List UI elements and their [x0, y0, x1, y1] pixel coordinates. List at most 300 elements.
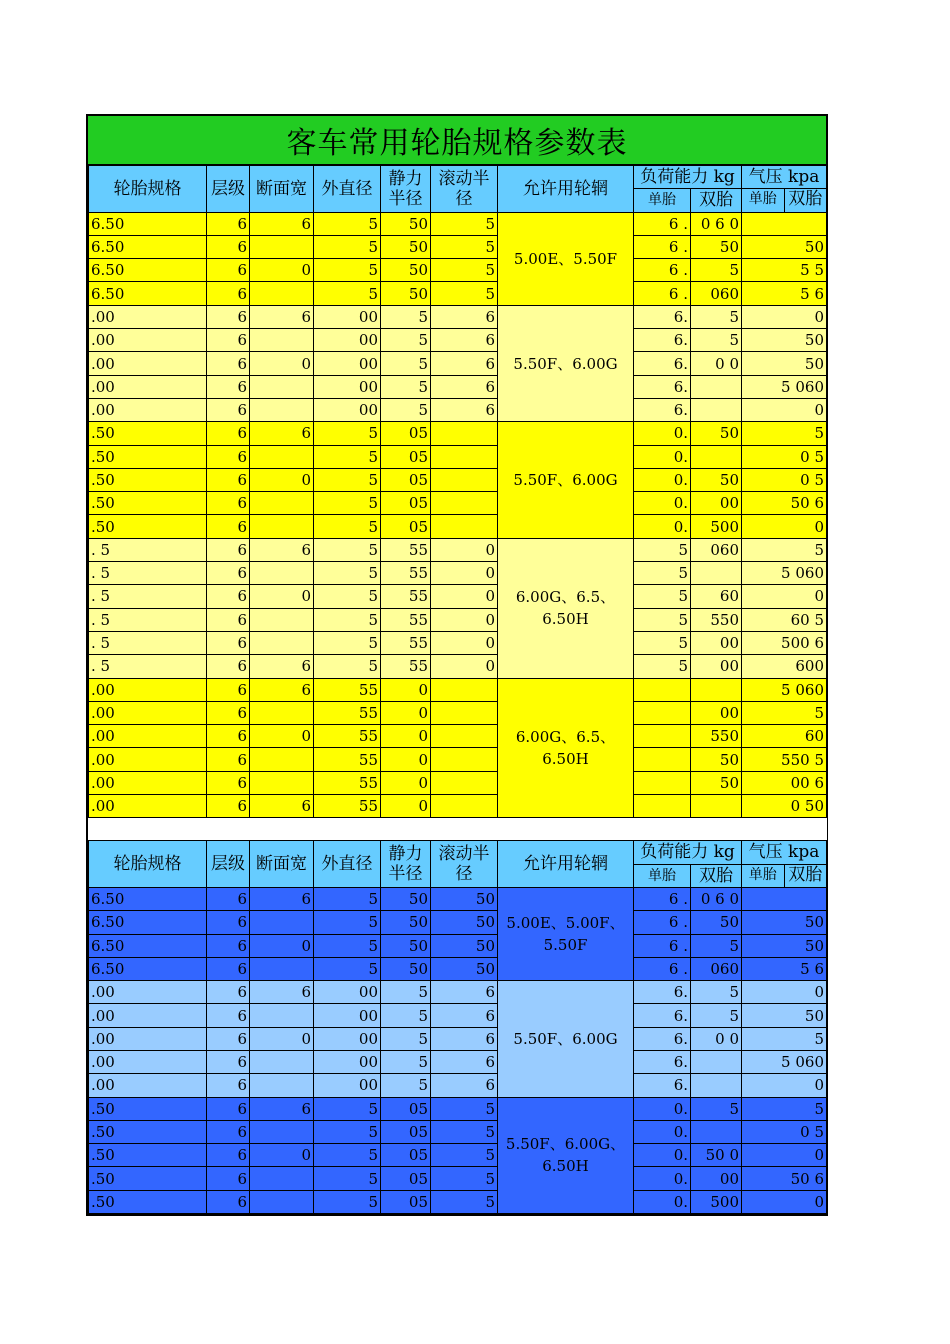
table-cell: 5	[314, 585, 381, 608]
header-pressure-single: 单胎	[742, 189, 785, 211]
table-cell: .50	[89, 515, 207, 538]
table-row	[89, 655, 827, 678]
table-row	[89, 492, 827, 515]
table-cell: 0	[742, 515, 827, 538]
table-row	[89, 1074, 827, 1097]
table-cell: 00	[314, 398, 381, 421]
table-cell: 0	[381, 725, 431, 748]
table-cell: .00	[89, 1004, 207, 1027]
table-cell: 6.	[634, 398, 691, 421]
table-cell: 0	[742, 981, 827, 1004]
header-single: 单胎	[634, 189, 691, 212]
header-ply: 层级	[207, 166, 250, 213]
table-cell: 00	[691, 701, 742, 724]
table-cell: 5	[431, 282, 498, 305]
table-cell: 0	[381, 701, 431, 724]
table-cell	[742, 887, 827, 910]
table-cell: 60 5	[742, 608, 827, 631]
table-cell: 6	[250, 305, 314, 328]
table-cell: 05	[381, 1120, 431, 1143]
table-cell	[250, 1120, 314, 1143]
table-cell: . 5	[89, 562, 207, 585]
table-row	[89, 445, 827, 468]
table-cell	[431, 468, 498, 491]
table-cell: .00	[89, 678, 207, 701]
table-cell: 6	[250, 422, 314, 445]
table-cell: . 5	[89, 585, 207, 608]
table-cell: 6	[431, 398, 498, 421]
table-cell: .00	[89, 398, 207, 421]
table-cell: 5	[381, 1004, 431, 1027]
rim-cell: 6.00G、6.5、6.50H	[498, 678, 634, 818]
rim-cell: 5.00E、5.50F	[498, 212, 634, 305]
table-row	[89, 911, 827, 934]
table-row	[89, 1144, 827, 1167]
table-cell: 50	[431, 934, 498, 957]
table-cell	[250, 1004, 314, 1027]
table-cell: 0	[250, 352, 314, 375]
table-cell: 05	[381, 492, 431, 515]
table-cell: 6	[207, 352, 250, 375]
table-cell: 6.	[634, 329, 691, 352]
table-cell	[250, 771, 314, 794]
table-row	[89, 631, 827, 654]
table-cell: 0 6 0	[691, 212, 742, 235]
table-cell: 6	[250, 887, 314, 910]
table-cell: 5	[431, 1167, 498, 1190]
table-cell	[250, 701, 314, 724]
table-cell: . 5	[89, 608, 207, 631]
header-static-radius: 静力半径	[381, 166, 431, 213]
table-cell: 00	[314, 329, 381, 352]
header-diameter: 外直径	[314, 841, 381, 888]
table-cell: 0	[742, 1074, 827, 1097]
header-pressure: 气压 kpa	[742, 166, 827, 189]
table-cell	[250, 515, 314, 538]
table-cell: 6	[250, 538, 314, 561]
table-cell: 6 .	[634, 934, 691, 957]
table-cell: 6	[431, 352, 498, 375]
table-cell: 5	[742, 1027, 827, 1050]
table-cell: 6 .	[634, 887, 691, 910]
table-cell: 5	[634, 562, 691, 585]
table-cell: 50	[381, 282, 431, 305]
header-pressure-dual: 双胎	[788, 189, 823, 210]
table-cell: 5	[314, 422, 381, 445]
table-cell: 50	[381, 259, 431, 282]
table-cell: 6	[207, 934, 250, 957]
table-cell: 060	[691, 538, 742, 561]
table-cell: 6	[431, 1050, 498, 1073]
table-row	[89, 422, 827, 445]
table-row	[89, 282, 827, 305]
table-cell	[250, 1167, 314, 1190]
header-ply: 层级	[207, 841, 250, 888]
table-cell: 5	[691, 1004, 742, 1027]
table-cell: 6	[207, 282, 250, 305]
table-cell: 5	[314, 538, 381, 561]
table-cell: 5	[431, 1190, 498, 1213]
table-cell: 5	[431, 235, 498, 258]
table-cell: 6	[207, 1004, 250, 1027]
table-cell: .00	[89, 1050, 207, 1073]
table-cell: 060	[691, 957, 742, 980]
table-cell: 50	[431, 887, 498, 910]
table-row	[89, 1027, 827, 1050]
table-row	[89, 1167, 827, 1190]
table-cell: 5	[381, 305, 431, 328]
header-load: 负荷能力 kg	[634, 841, 742, 864]
table-cell: 0	[250, 259, 314, 282]
table-cell: .50	[89, 1167, 207, 1190]
table-cell: 6	[207, 655, 250, 678]
table-cell: 0 5	[742, 1120, 827, 1143]
table-cell: 00	[314, 981, 381, 1004]
table-cell: 0	[742, 585, 827, 608]
table-cell: 00	[314, 352, 381, 375]
table-cell: 0	[431, 631, 498, 654]
table-cell: 00	[314, 1050, 381, 1073]
table-row	[89, 329, 827, 352]
table-cell: 5	[314, 445, 381, 468]
header-width: 断面宽	[250, 841, 314, 888]
table-cell: 50	[381, 934, 431, 957]
table-row	[89, 259, 827, 282]
table-cell: 5	[314, 562, 381, 585]
table-cell: 6.50	[89, 282, 207, 305]
table-cell: 5	[691, 1097, 742, 1120]
table-cell: 6 .	[634, 957, 691, 980]
table-cell: 50	[431, 957, 498, 980]
table-cell	[431, 701, 498, 724]
table-cell: 5	[314, 515, 381, 538]
table-cell: 5	[431, 1120, 498, 1143]
table-cell: 5	[314, 1190, 381, 1213]
table-cell: 5	[314, 492, 381, 515]
table-cell: 5	[691, 329, 742, 352]
table-cell: 00	[314, 375, 381, 398]
table-cell: 6.	[634, 352, 691, 375]
table-cell: . 5	[89, 538, 207, 561]
table-cell: 6	[431, 1074, 498, 1097]
table-cell: 55	[314, 678, 381, 701]
table-cell: .50	[89, 1144, 207, 1167]
table-row	[89, 887, 827, 910]
table-cell: 5	[314, 468, 381, 491]
table-row	[89, 748, 827, 771]
table-cell	[691, 1120, 742, 1143]
header-dual: 双胎	[691, 189, 742, 212]
table-cell: 00	[691, 655, 742, 678]
table-cell	[634, 725, 691, 748]
section-1	[89, 166, 827, 818]
table-cell: 55	[381, 585, 431, 608]
table-cell	[250, 329, 314, 352]
table-row	[89, 585, 827, 608]
table-cell: 0.	[634, 1120, 691, 1143]
table-cell: 6	[250, 1097, 314, 1120]
table-cell: 6	[207, 701, 250, 724]
table-cell: 6	[207, 1027, 250, 1050]
table-cell	[691, 795, 742, 818]
table-cell: .50	[89, 445, 207, 468]
table-cell: 55	[381, 538, 431, 561]
table-cell: 5	[314, 655, 381, 678]
table-cell: 6.50	[89, 259, 207, 282]
table-cell: 5 060	[742, 562, 827, 585]
table-cell: 5 060	[742, 678, 827, 701]
table-cell: 0 50	[742, 795, 827, 818]
table-cell: 5	[314, 235, 381, 258]
table-cell: 05	[381, 445, 431, 468]
table-cell	[431, 678, 498, 701]
table-cell: 05	[381, 1097, 431, 1120]
table-cell: 5	[314, 1167, 381, 1190]
table-cell: 55	[314, 771, 381, 794]
table-cell	[250, 1074, 314, 1097]
rim-cell: 5.50F、6.00G	[498, 981, 634, 1097]
table-cell: 6.	[634, 1027, 691, 1050]
header-pressure-sub	[742, 189, 827, 212]
table-row	[89, 725, 827, 748]
table-cell	[634, 795, 691, 818]
table-cell: 550 5	[742, 748, 827, 771]
table-row	[89, 1190, 827, 1213]
table-cell: 0.	[634, 422, 691, 445]
table-cell: 5	[314, 212, 381, 235]
table-cell	[431, 795, 498, 818]
table-cell: 0	[381, 771, 431, 794]
header-diameter: 外直径	[314, 166, 381, 213]
table-cell	[250, 375, 314, 398]
table-cell: 6	[250, 678, 314, 701]
table-cell: 00	[691, 631, 742, 654]
table-cell: 5 060	[742, 375, 827, 398]
table-cell: 6	[207, 608, 250, 631]
table-cell: 55	[381, 631, 431, 654]
table-cell: 5	[381, 375, 431, 398]
table-cell	[431, 445, 498, 468]
table-cell: 5	[314, 934, 381, 957]
table-cell: 6	[207, 771, 250, 794]
table-cell	[634, 748, 691, 771]
table-cell: 5	[314, 282, 381, 305]
section-gap	[89, 818, 827, 841]
rim-cell: 6.00G、6.5、6.50H	[498, 538, 634, 678]
table-cell: 55	[381, 655, 431, 678]
table-cell: 50	[691, 235, 742, 258]
table-cell: 5	[634, 631, 691, 654]
table-cell: .00	[89, 981, 207, 1004]
table-cell: 00	[314, 1004, 381, 1027]
header-single: 单胎	[634, 864, 691, 887]
table-cell: 5	[691, 934, 742, 957]
table-cell: 50	[381, 235, 431, 258]
header-rolling-radius: 滚动半径	[431, 841, 498, 888]
table-cell: 6	[207, 562, 250, 585]
table-cell: .00	[89, 748, 207, 771]
table-cell: 50 6	[742, 492, 827, 515]
table-cell: 50 6	[742, 1167, 827, 1190]
table-cell: 5	[691, 981, 742, 1004]
table-cell: 50	[691, 748, 742, 771]
table-cell	[250, 398, 314, 421]
table-row	[89, 771, 827, 794]
table-cell: 5	[634, 608, 691, 631]
table-row	[89, 1120, 827, 1143]
table-cell: .00	[89, 1027, 207, 1050]
table-cell: 0	[742, 1190, 827, 1213]
table-cell: 6 .	[634, 911, 691, 934]
table-cell: 6	[250, 212, 314, 235]
table-cell: 0	[250, 1027, 314, 1050]
table-row	[89, 538, 827, 561]
table-cell: 6	[431, 981, 498, 1004]
table-cell: 5	[381, 1050, 431, 1073]
table-cell: 6 .	[634, 282, 691, 305]
rim-cell: 5.50F、6.00G	[498, 422, 634, 538]
table-cell: 5	[314, 631, 381, 654]
table-cell	[691, 1050, 742, 1073]
table-cell: 0.	[634, 468, 691, 491]
table-cell	[634, 678, 691, 701]
table-cell: 6	[207, 795, 250, 818]
table-cell	[691, 1074, 742, 1097]
table-cell: 6	[207, 1144, 250, 1167]
table-row	[89, 562, 827, 585]
table-row	[89, 957, 827, 980]
table-cell: 50	[742, 235, 827, 258]
table-cell: 6.	[634, 375, 691, 398]
table-cell: 600	[742, 655, 827, 678]
table-cell: 0.	[634, 515, 691, 538]
table-row	[89, 305, 827, 328]
table-cell: 5	[381, 1027, 431, 1050]
table-cell: 50	[742, 352, 827, 375]
table-cell: 5	[634, 538, 691, 561]
table-cell: 55	[314, 795, 381, 818]
table-cell: 0 5	[742, 445, 827, 468]
table-cell: .50	[89, 1120, 207, 1143]
table-cell: 50	[381, 212, 431, 235]
table-cell: 0	[742, 398, 827, 421]
table-cell: 6	[207, 305, 250, 328]
header-pressure: 气压 kpa	[742, 841, 827, 864]
table-cell: 6.50	[89, 911, 207, 934]
table-cell: 5 6	[742, 282, 827, 305]
table-cell: 6	[250, 655, 314, 678]
table-row	[89, 468, 827, 491]
table-cell: 0.	[634, 445, 691, 468]
table-cell: 50	[742, 1004, 827, 1027]
header-dual: 双胎	[691, 864, 742, 887]
table-cell: 05	[381, 1190, 431, 1213]
table-cell: 0	[250, 585, 314, 608]
table-cell: 0.	[634, 492, 691, 515]
table-cell: . 5	[89, 631, 207, 654]
table-cell: .50	[89, 1097, 207, 1120]
table-cell: 00	[314, 1027, 381, 1050]
table-cell: 0	[431, 655, 498, 678]
table-row	[89, 934, 827, 957]
table-cell: .50	[89, 492, 207, 515]
table-cell: 6.50	[89, 887, 207, 910]
table-cell: 6	[431, 329, 498, 352]
table-cell: 0	[250, 1144, 314, 1167]
table-cell: 0	[381, 678, 431, 701]
table-cell: 50	[691, 911, 742, 934]
header-load: 负荷能力 kg	[634, 166, 742, 189]
header-row	[89, 841, 827, 864]
table-cell: 0	[431, 562, 498, 585]
table-cell: 6 .	[634, 235, 691, 258]
table-cell: 5	[314, 887, 381, 910]
table-cell: 50	[742, 934, 827, 957]
table-cell: 6.50	[89, 957, 207, 980]
table-cell: 55	[314, 701, 381, 724]
table-cell: 6.	[634, 1050, 691, 1073]
table-cell: 6	[207, 492, 250, 515]
table-cell: .00	[89, 725, 207, 748]
table-cell: 05	[381, 422, 431, 445]
table-cell	[431, 492, 498, 515]
table-cell: 6	[207, 1167, 250, 1190]
table-cell	[691, 398, 742, 421]
table-cell: 6	[207, 981, 250, 1004]
table-cell: 00 6	[742, 771, 827, 794]
table-cell: .50	[89, 468, 207, 491]
table-cell: .00	[89, 795, 207, 818]
header-rim: 允许用轮辋	[498, 841, 634, 888]
table-cell: 0	[381, 795, 431, 818]
header-width: 断面宽	[250, 166, 314, 213]
table-cell	[250, 957, 314, 980]
table-cell: 5 6	[742, 957, 827, 980]
table-row	[89, 212, 827, 235]
table-cell: 5	[634, 655, 691, 678]
table-cell: 00	[314, 1074, 381, 1097]
table-cell: 5	[742, 422, 827, 445]
table-cell: 0.	[634, 1144, 691, 1167]
table-cell: .00	[89, 701, 207, 724]
table-cell: 55	[381, 562, 431, 585]
table-cell: 6.50	[89, 212, 207, 235]
header-rolling-radius: 滚动半径	[431, 166, 498, 213]
table-cell: 5	[691, 259, 742, 282]
table-cell: 6 .	[634, 259, 691, 282]
table-cell: .00	[89, 771, 207, 794]
rim-cell: 5.50F、6.00G、6.50H	[498, 1097, 634, 1213]
header-pressure-single: 单胎	[742, 865, 785, 887]
table-cell	[691, 678, 742, 701]
table-cell: 50	[691, 422, 742, 445]
table-cell: 5	[431, 1144, 498, 1167]
table-cell: 6	[207, 678, 250, 701]
header-spec: 轮胎规格	[89, 166, 207, 213]
table-cell: 0 5	[742, 468, 827, 491]
table-cell: 0.	[634, 1190, 691, 1213]
table-cell	[250, 492, 314, 515]
table-cell: 6	[207, 422, 250, 445]
table-cell: 5	[381, 398, 431, 421]
table-cell: 0 0	[691, 1027, 742, 1050]
table-cell: 5	[381, 352, 431, 375]
table-cell: .00	[89, 375, 207, 398]
table-row	[89, 608, 827, 631]
header-spec: 轮胎规格	[89, 841, 207, 888]
table-cell: 5	[431, 259, 498, 282]
table-cell: 6	[207, 259, 250, 282]
